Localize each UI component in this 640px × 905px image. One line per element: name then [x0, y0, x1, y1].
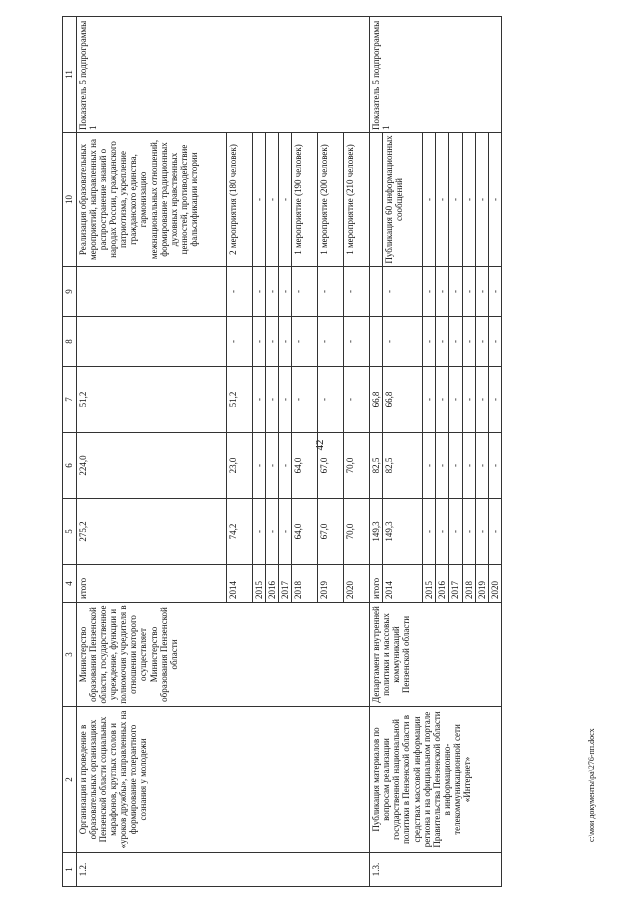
value-cell-c5: 64,0: [292, 499, 318, 565]
value-cell-c9: [77, 267, 227, 317]
value-cell-c7: -: [253, 367, 266, 433]
value-cell-c7: -: [449, 367, 462, 433]
value-cell-c6: -: [449, 433, 462, 499]
row-number-cell: 1.2.: [77, 853, 370, 887]
year-cell: 2014: [227, 565, 253, 603]
value-cell-c7: -: [292, 367, 318, 433]
value-cell-c8: -: [475, 317, 488, 367]
year-cell: 2019: [475, 565, 488, 603]
year-cell: 2015: [423, 565, 436, 603]
value-cell-c10: -: [475, 133, 488, 267]
year-cell: 2017: [279, 565, 292, 603]
value-cell-c5: -: [279, 499, 292, 565]
value-cell-c7: -: [279, 367, 292, 433]
year-cell: 2020: [488, 565, 501, 603]
value-cell-c8: -: [227, 317, 253, 367]
value-cell-c10: Реализация образовательных мероприятий, направленных на распространение знаний о народах России, гражданского патриотизма, укрепление гражданского единства, гармонизацию межнациональных отношений, формирование традиционных духовных нравственных ценностей, противодействие фальсификации истории: [77, 133, 227, 267]
value-cell-c6: -: [488, 433, 501, 499]
value-cell-c7: -: [344, 367, 370, 433]
value-cell-c6: 70,0: [344, 433, 370, 499]
value-cell-c9: -: [383, 267, 423, 317]
value-cell-c5: -: [253, 499, 266, 565]
value-cell-c9: -: [292, 267, 318, 317]
column-number-cell: 8: [63, 317, 77, 367]
column-number-cell: 3: [63, 603, 77, 707]
value-cell-c6: 82,5: [370, 433, 383, 499]
value-cell-c8: -: [344, 317, 370, 367]
column-number-cell: 2: [63, 707, 77, 853]
value-cell-c8: [370, 317, 383, 367]
value-cell-c7: -: [475, 367, 488, 433]
value-cell-c7: -: [488, 367, 501, 433]
value-cell-c8: [77, 317, 227, 367]
executor-cell: Департамент внутренней политики и массовых коммуникаций Пензенской области: [370, 603, 502, 707]
year-cell: 2017: [449, 565, 462, 603]
value-cell-c5: -: [449, 499, 462, 565]
value-cell-c7: 66,8: [383, 367, 423, 433]
value-cell-c8: -: [279, 317, 292, 367]
value-cell-c6: -: [462, 433, 475, 499]
table-row: [77, 17, 227, 887]
value-cell-c10: 1 мероприятие (190 человек): [292, 133, 318, 267]
indicator-cell: Показатель 5 подпрограммы 1: [370, 17, 502, 133]
value-cell-c10: 1 мероприятие (200 человек): [318, 133, 344, 267]
value-cell-c7: 51,2: [227, 367, 253, 433]
value-cell-c7: 51,2: [77, 367, 227, 433]
value-cell-c5: 149,3: [383, 499, 423, 565]
year-cell: 2015: [253, 565, 266, 603]
value-cell-c10: -: [462, 133, 475, 267]
rotated-table-container: [62, 17, 572, 887]
value-cell-c5: -: [488, 499, 501, 565]
value-cell-c8: -: [436, 317, 449, 367]
value-cell-c9: -: [449, 267, 462, 317]
year-cell: итого: [370, 565, 383, 603]
value-cell-c9: -: [344, 267, 370, 317]
year-cell: 2016: [436, 565, 449, 603]
value-cell-c10: -: [423, 133, 436, 267]
year-cell: 2019: [318, 565, 344, 603]
value-cell-c8: -: [488, 317, 501, 367]
value-cell-c9: [370, 267, 383, 317]
page-number: 42: [314, 439, 326, 451]
value-cell-c8: -: [423, 317, 436, 367]
value-cell-c5: 149,3: [370, 499, 383, 565]
value-cell-c9: -: [436, 267, 449, 317]
value-cell-c10: -: [253, 133, 266, 267]
value-cell-c5: -: [462, 499, 475, 565]
value-cell-c5: -: [266, 499, 279, 565]
value-cell-c6: -: [266, 433, 279, 499]
value-cell-c6: -: [253, 433, 266, 499]
value-cell-c6: 23,0: [227, 433, 253, 499]
value-cell-c6: -: [279, 433, 292, 499]
value-cell-c8: -: [253, 317, 266, 367]
indicator-cell: Показатель 5 подпрограммы 1: [77, 17, 370, 133]
value-cell-c8: -: [383, 317, 423, 367]
value-cell-c8: -: [449, 317, 462, 367]
value-cell-c8: -: [266, 317, 279, 367]
value-cell-c6: 224,0: [77, 433, 227, 499]
value-cell-c8: -: [318, 317, 344, 367]
value-cell-c9: -: [279, 267, 292, 317]
value-cell-c10: Публикация 60 информационных сообщений: [383, 133, 423, 267]
column-number-row: [63, 17, 77, 887]
value-cell-c5: -: [475, 499, 488, 565]
value-cell-c9: -: [462, 267, 475, 317]
value-cell-c7: -: [423, 367, 436, 433]
value-cell-c5: 275,2: [77, 499, 227, 565]
value-cell-c7: -: [266, 367, 279, 433]
value-cell-c10: -: [279, 133, 292, 267]
row-number-cell: 1.3.: [370, 853, 502, 887]
value-cell-c9: -: [227, 267, 253, 317]
value-cell-c9: -: [475, 267, 488, 317]
column-number-cell: 6: [63, 433, 77, 499]
value-cell-c10: -: [436, 133, 449, 267]
value-cell-c5: 74,2: [227, 499, 253, 565]
column-number-cell: 1: [63, 853, 77, 887]
column-number-cell: 10: [63, 133, 77, 267]
value-cell-c9: -: [488, 267, 501, 317]
value-cell-c10: [370, 133, 383, 267]
value-cell-c8: -: [292, 317, 318, 367]
value-cell-c6: -: [423, 433, 436, 499]
column-number-cell: 4: [63, 565, 77, 603]
value-cell-c6: 67,0: [318, 433, 344, 499]
value-cell-c7: -: [436, 367, 449, 433]
value-cell-c5: 67,0: [318, 499, 344, 565]
value-cell-c5: -: [436, 499, 449, 565]
column-number-cell: 11: [63, 17, 77, 133]
value-cell-c10: 2 мероприятия (180 человек): [227, 133, 253, 267]
value-cell-c9: -: [266, 267, 279, 317]
value-cell-c10: -: [266, 133, 279, 267]
year-cell: 2016: [266, 565, 279, 603]
year-cell: итого: [77, 565, 227, 603]
activity-name-cell: Публикация материалов по вопросам реализации государственной национальной политики в Пензенской области в средствах массовой информации региона и на официальном портале Правительства Пензенской области в информационно-телекоммуникационной сети «Интернет»: [370, 707, 502, 853]
column-number-cell: 9: [63, 267, 77, 317]
table-row: [370, 17, 383, 887]
column-number-cell: 5: [63, 499, 77, 565]
value-cell-c9: -: [423, 267, 436, 317]
value-cell-c6: -: [475, 433, 488, 499]
value-cell-c9: -: [318, 267, 344, 317]
program-activities-table: [62, 16, 502, 887]
year-cell: 2014: [383, 565, 423, 603]
year-cell: 2018: [462, 565, 475, 603]
value-cell-c6: 82,5: [383, 433, 423, 499]
value-cell-c7: -: [462, 367, 475, 433]
value-cell-c8: -: [462, 317, 475, 367]
year-cell: 2020: [344, 565, 370, 603]
value-cell-c9: -: [253, 267, 266, 317]
year-cell: 2018: [292, 565, 318, 603]
value-cell-c10: -: [488, 133, 501, 267]
value-cell-c7: -: [318, 367, 344, 433]
activity-name-cell: Организация и проведение в образовательных организациях Пензенской области социальных марафонов, круглых столов и «уроков дружбы», направленных на формирование толерантного сознания у молодежи: [77, 707, 370, 853]
value-cell-c5: 70,0: [344, 499, 370, 565]
value-cell-c10: 1 мероприятие (210 человек): [344, 133, 370, 267]
executor-cell: Министерство образования Пензенской области, государственное учреждение, функции и полномочия учредителя в отношении которого осуществляет Министерство образования Пензенской области: [77, 603, 370, 707]
value-cell-c10: -: [449, 133, 462, 267]
value-cell-c6: 64,0: [292, 433, 318, 499]
column-number-cell: 7: [63, 367, 77, 433]
value-cell-c5: -: [423, 499, 436, 565]
value-cell-c6: -: [436, 433, 449, 499]
value-cell-c7: 66,8: [370, 367, 383, 433]
